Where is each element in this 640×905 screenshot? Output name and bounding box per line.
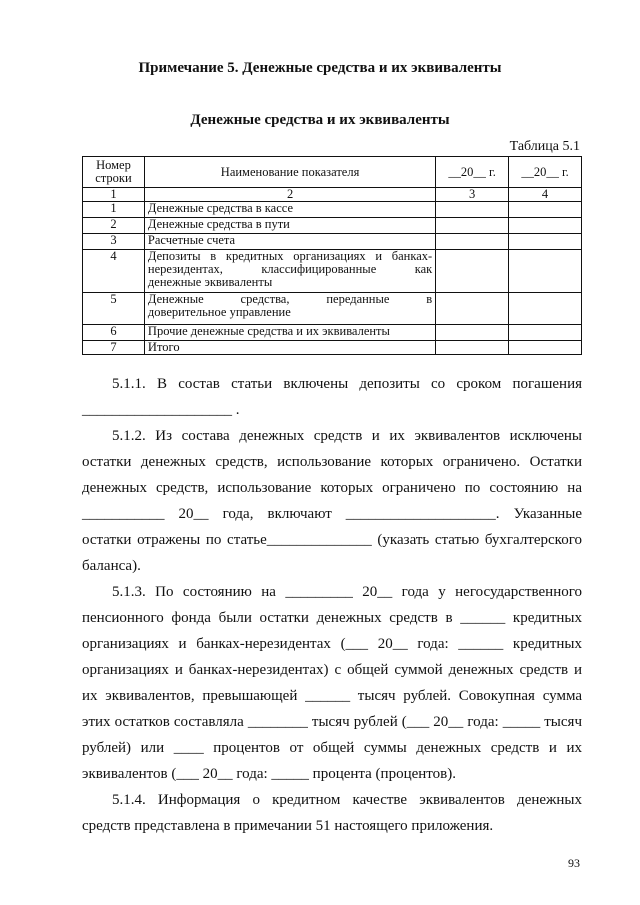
paragraph-5-1-3-line: рублей) или ____ процентов от общей суммы денежных средств и их — [82, 740, 582, 756]
value-cell — [436, 234, 509, 250]
paragraph-5-1-1-line: 5.1.1. В состав статьи включены депозиты со сроком погашения — [112, 376, 582, 392]
row-name: Расчетные счета — [144, 234, 435, 250]
paragraph-5-1-2-line: денежных средств, использование которых ограничено по состоянию на — [82, 480, 582, 496]
section-subtitle: Денежные средства и их эквиваленты — [190, 112, 450, 128]
column-number: 3 — [436, 188, 509, 202]
paragraph-5-1-2-line: ___________ 20__ года, включают ____________________. Указанные — [82, 506, 582, 522]
table-label: Таблица 5.1 — [509, 139, 580, 154]
row-name: Прочие денежные средства и их эквиваленты — [144, 325, 435, 341]
paragraph-5-1-2-line: остатки отражены по статье______________ (указать статью бухгалтерского — [82, 532, 582, 548]
row-number: 7 — [83, 341, 145, 355]
column-number: 1 — [83, 188, 145, 202]
paragraph-5-1-2-line: баланса). — [82, 558, 141, 574]
value-cell — [509, 202, 582, 218]
paragraph-5-1-3-line: этих остатков составляла ________ тысяч рублей (___ 20__ года: _____ тысяч — [82, 714, 582, 730]
paragraph-5-1-3-line: организациях и банках-нерезидентах) с общей суммой денежных средств и — [82, 662, 582, 678]
row-name-line: денежные эквиваленты — [147, 275, 273, 289]
paragraph-5-1-3-line: 5.1.3. По состоянию на _________ 20__ года у негосударственного — [112, 584, 582, 600]
table-row — [83, 202, 582, 218]
table-row — [83, 293, 582, 325]
table-row — [83, 218, 582, 234]
row-name — [144, 250, 435, 293]
header-row-number: Номер строки — [83, 157, 145, 188]
page-number: 93 — [568, 856, 580, 870]
header-period-1: __20__ г. — [436, 157, 509, 188]
row-name-line: Депозиты в кредитных организациях и банках- — [147, 249, 433, 263]
paragraph-5-1-4-line: 5.1.4. Информация о кредитном качестве эквивалентов денежных — [112, 792, 582, 808]
table-row — [83, 250, 582, 293]
row-name: Денежные средства в пути — [144, 218, 435, 234]
paragraph-5-1-3-line: организациях и банках-нерезидентах (___ 20__ года: ______ кредитных — [82, 636, 582, 652]
value-cell — [509, 325, 582, 341]
value-cell — [436, 325, 509, 341]
value-cell — [509, 234, 582, 250]
column-number: 2 — [144, 188, 435, 202]
paragraph-5-1-3-line: эквивалентов (___ 20__ года: _____ процента (процентов). — [82, 766, 456, 782]
table-column-numbers-row — [83, 188, 582, 202]
cash-equivalents-table — [82, 156, 582, 355]
value-cell — [436, 218, 509, 234]
table-row-total — [83, 341, 582, 355]
row-number: 4 — [83, 250, 145, 293]
table-header-row — [83, 157, 582, 188]
paragraph-5-1-4-line: средств представлена в примечании 51 настоящего приложения. — [82, 818, 494, 834]
value-cell — [509, 250, 582, 293]
header-indicator-name: Наименование показателя — [144, 157, 435, 188]
value-cell — [436, 202, 509, 218]
paragraph-5-1-1-line: ____________________ . — [82, 402, 240, 418]
row-name: Денежные средства в кассе — [144, 202, 435, 218]
value-cell — [436, 341, 509, 355]
row-name: Итого — [144, 341, 435, 355]
row-number: 1 — [83, 202, 145, 218]
value-cell — [509, 341, 582, 355]
table-row — [83, 325, 582, 341]
paragraph-5-1-3-line: их эквивалентов, превышающей ______ тысяч рублей. Совокупная сумма — [82, 688, 582, 704]
value-cell — [436, 293, 509, 325]
table-row — [83, 234, 582, 250]
row-name-line: Денежные средства, переданные в — [147, 292, 433, 306]
row-number: 6 — [83, 325, 145, 341]
row-name-line: нерезидентах, классифицированные как — [147, 262, 433, 276]
row-number: 3 — [83, 234, 145, 250]
header-period-2: __20__ г. — [509, 157, 582, 188]
column-number: 4 — [509, 188, 582, 202]
value-cell — [509, 218, 582, 234]
row-number: 2 — [83, 218, 145, 234]
row-number: 5 — [83, 293, 145, 325]
paragraph-5-1-2-line: остатки денежных средств, использование которых ограничено. Остатки — [82, 454, 582, 470]
paragraph-5-1-2-line: 5.1.2. Из состава денежных средств и их эквивалентов исключены — [112, 428, 582, 444]
value-cell — [436, 250, 509, 293]
row-name-line: доверительное управление — [147, 305, 291, 319]
value-cell — [509, 293, 582, 325]
note-title: Примечание 5. Денежные средства и их эквиваленты — [138, 60, 502, 76]
row-name — [144, 293, 435, 325]
paragraph-5-1-3-line: пенсионного фонда были остатки денежных средств в ______ кредитных — [82, 610, 582, 626]
